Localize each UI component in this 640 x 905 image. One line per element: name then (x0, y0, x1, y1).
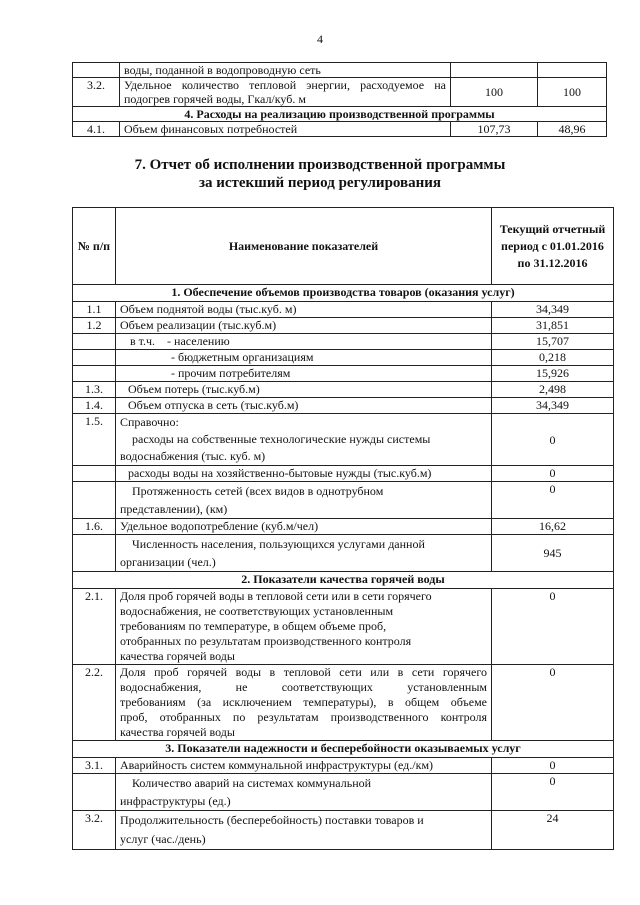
row-name-line: водоснабжения (тыс. куб. м) (120, 449, 266, 463)
row-name: Объем реализации (тыс.куб.м) (116, 318, 492, 334)
row-name-line: водоснабжения, не соответствующих установленным (120, 680, 487, 694)
row-name: - прочим потребителям (116, 366, 492, 382)
row-value: 0 (492, 758, 614, 774)
table-row (73, 122, 607, 137)
row-value: 0 (492, 589, 614, 665)
table-row (73, 535, 614, 572)
row-value-1: 107,73 (451, 122, 538, 137)
row-value: 2,498 (492, 382, 614, 398)
row-value: 34,349 (492, 398, 614, 414)
row-number: 1.3. (73, 382, 116, 398)
row-name-line: Продолжительность (бесперебойность) поставки товаров и (120, 813, 424, 827)
row-name: расходы воды на хозяйственно-бытовые нужды (тыс.куб.м) (116, 466, 492, 482)
section-title: 4. Расходы на реализацию производственной программы (73, 107, 607, 122)
row-name-line: качества горячей воды (120, 649, 235, 663)
row-number: 1.1 (73, 302, 116, 318)
row-value-1 (451, 63, 538, 78)
row-name-line: требованиям по температуре, в общем объеме проб, (120, 619, 387, 633)
row-name: Удельное водопотребление (куб.м/чел) (116, 519, 492, 535)
row-value: 0 (492, 774, 614, 811)
row-value-1: 100 (451, 78, 538, 107)
row-name-line: организации (чел.) (120, 555, 216, 569)
header-name: Наименование показателей (116, 208, 492, 285)
row-label: Справочно: (120, 415, 179, 429)
row-value: 15,926 (492, 366, 614, 382)
row-value: 0 (492, 665, 614, 741)
row-value: 16,62 (492, 519, 614, 535)
table-row (73, 811, 614, 850)
row-value: 34,349 (492, 302, 614, 318)
row-number: 1.6. (73, 519, 116, 535)
row-name: - бюджетным организациям (116, 350, 492, 366)
section-title: 3. Показатели надежности и бесперебойности оказываемых услуг (73, 741, 614, 758)
row-name-line: Численность населения, пользующихся услугами данной (132, 537, 425, 551)
row-name (116, 414, 492, 466)
table-row (73, 589, 614, 665)
section-title: 2. Показатели качества горячей воды (73, 572, 614, 589)
row-number: 1.5. (73, 414, 116, 466)
row-name-line: инфраструктуры (ед.) (120, 794, 231, 808)
row-name: Объем потерь (тыс.куб.м) (116, 382, 492, 398)
table-row (73, 665, 614, 741)
row-value: 0,218 (492, 350, 614, 366)
row-name (116, 665, 492, 741)
section-row (73, 285, 614, 302)
heading-line-2: за истекший период регулирования (198, 175, 442, 191)
row-name (116, 589, 492, 665)
section-title: 1. Обеспечение объемов производства товаров (оказания услуг) (73, 285, 614, 302)
section-heading (0, 156, 640, 192)
row-name (116, 482, 492, 519)
row-number: 1.2 (73, 318, 116, 334)
row-name (116, 334, 492, 350)
header-num: № п/п (73, 208, 116, 285)
row-name: воды, поданной в водопроводную сеть (120, 63, 451, 78)
row-prefix: в т.ч. (130, 334, 156, 348)
table-row (73, 758, 614, 774)
row-name-line: проб, отобранных по результатам производственного контроля (120, 710, 487, 724)
row-name-line: водоснабжения, не соответствующих установленным (120, 604, 394, 618)
row-name: Аварийность систем коммунальной инфраструктуры (ед./км) (116, 758, 492, 774)
row-name (116, 535, 492, 572)
table-row (73, 366, 614, 382)
table-row (73, 302, 614, 318)
table-row (73, 78, 607, 107)
row-value: 945 (492, 535, 614, 572)
row-name: Удельное количество тепловой энергии, расходуемое на подогрев горячей воды, Гкал/куб. м (120, 78, 451, 107)
section-row (73, 741, 614, 758)
table-row (73, 414, 614, 466)
row-value: 0 (492, 414, 614, 466)
row-value-2 (538, 63, 607, 78)
table-row (73, 519, 614, 535)
row-name-line: представлении), (км) (120, 502, 228, 516)
row-name (116, 774, 492, 811)
row-value: 24 (492, 811, 614, 850)
row-number: 3.2. (73, 78, 120, 107)
row-number (73, 63, 120, 78)
row-name-line: услуг (час./день) (120, 832, 206, 846)
row-number: 1.4. (73, 398, 116, 414)
row-name-line: Количество аварий на системах коммунальной (132, 776, 372, 790)
row-name-line: требованиям (за исключением температуры), в общем объеме (120, 695, 487, 709)
row-value: 0 (492, 466, 614, 482)
top-table (72, 62, 607, 137)
row-name-line: Доля проб горячей воды в тепловой сети или в сети горячего (120, 589, 432, 603)
row-name-line: Протяженность сетей (всех видов в однотрубном (132, 484, 384, 498)
row-name-line: качества горячей воды (120, 725, 235, 739)
row-value: 15,707 (492, 334, 614, 350)
row-name: Объем финансовых потребностей (120, 122, 451, 137)
table-row (73, 318, 614, 334)
row-name-line: отобранных по результатам производственного контроля (120, 634, 412, 648)
row-name-line: расходы на собственные технологические нужды системы (132, 432, 431, 446)
table-row (73, 466, 614, 482)
row-name-line: Доля проб горячей воды в тепловой сети или в сети горячего (120, 665, 487, 679)
row-value: 0 (492, 482, 614, 519)
row-subname: - населению (167, 334, 230, 348)
row-value-2: 100 (538, 78, 607, 107)
row-name (116, 811, 492, 850)
row-number: 3.1. (73, 758, 116, 774)
row-number: 4.1. (73, 122, 120, 137)
row-number: 2.2. (73, 665, 116, 741)
row-value-2: 48,96 (538, 122, 607, 137)
table-row (73, 398, 614, 414)
table-row (73, 382, 614, 398)
row-number: 2.1. (73, 589, 116, 665)
table-row (73, 482, 614, 519)
table-row (73, 774, 614, 811)
header-period: Текущий отчетный период с 01.01.2016 по 31.12.2016 (492, 208, 614, 285)
table-row (73, 63, 607, 78)
table-row (73, 350, 614, 366)
header-row (73, 208, 614, 285)
section-row (73, 572, 614, 589)
heading-line-1: 7. Отчет об исполнении производственной программы (134, 157, 506, 173)
table-row (73, 334, 614, 350)
report-table (72, 207, 614, 850)
row-name: Объем поднятой воды (тыс.куб. м) (116, 302, 492, 318)
page-number: 4 (317, 32, 323, 46)
row-value: 31,851 (492, 318, 614, 334)
row-number: 3.2. (73, 811, 116, 850)
row-name: Объем отпуска в сеть (тыс.куб.м) (116, 398, 492, 414)
section-row (73, 107, 607, 122)
